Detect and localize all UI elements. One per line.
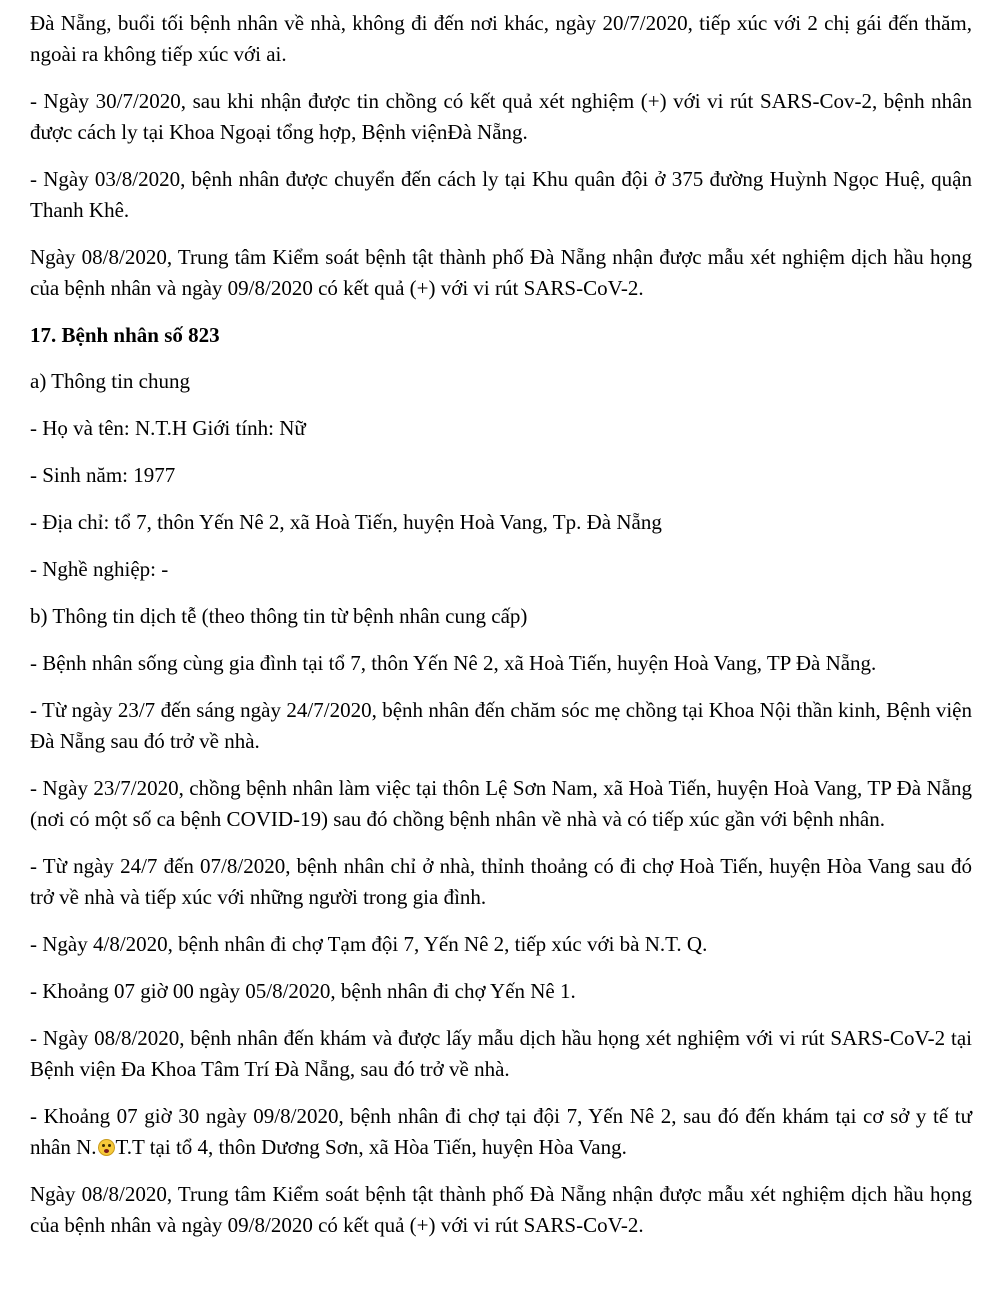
document-page	[30, 8, 972, 1257]
epi-item: - Khoảng 07 giờ 00 ngày 05/8/2020, bệnh nhân đi chợ Yến Nê 1.	[30, 979, 576, 1003]
epi-item-last-before: - Khoảng 07 giờ 30 ngày 09/8/2020, bệnh nhân đi chợ tại đội 7, Yến Nê 2, sau đó đến khám tại cơ sở y tế tư nhân N.	[30, 1104, 972, 1159]
patient-birth-line: - Sinh năm: 1977	[30, 463, 176, 487]
patient-heading: 17. Bệnh nhân số 823	[30, 323, 220, 347]
patient-name-line: - Họ và tên: N.T.H Giới tính: Nữ	[30, 416, 306, 440]
paragraph-closing: Ngày 08/8/2020, Trung tâm Kiểm soát bệnh tật thành phố Đà Nẵng nhận được mẫu xét nghiệm dịch hầu họng của bệnh nhân và ngày 09/8/2020 có kết quả (+) với vi rút SARS-CoV-2.	[30, 1182, 972, 1237]
paragraph-test-result: Ngày 08/8/2020, Trung tâm Kiểm soát bệnh tật thành phố Đà Nẵng nhận được mẫu xét nghiệm dịch hầu họng của bệnh nhân và ngày 09/8/2020 có kết quả (+) với vi rút SARS-CoV-2.	[30, 245, 972, 300]
epi-item: - Từ ngày 24/7 đến 07/8/2020, bệnh nhân chỉ ở nhà, thỉnh thoảng có đi chợ Hoà Tiến, huyện Hòa Vang sau đó trở về nhà và tiếp xúc với những người trong gia đình.	[30, 854, 972, 909]
paragraph-intro: Đà Nẵng, buổi tối bệnh nhân về nhà, không đi đến nơi khác, ngày 20/7/2020, tiếp xúc với 2 chị gái đến thăm, ngoài ra không tiếp xúc với ai.	[30, 11, 972, 66]
epi-item: - Ngày 08/8/2020, bệnh nhân đến khám và được lấy mẫu dịch hầu họng xét nghiệm với vi rút SARS-CoV-2 tại Bệnh viện Đa Khoa Tâm Trí Đà Nẵng, sau đó trở về nhà.	[30, 1026, 972, 1081]
section-b-title: b) Thông tin dịch tễ (theo thông tin từ bệnh nhân cung cấp)	[30, 604, 528, 628]
epi-item: - Bệnh nhân sống cùng gia đình tại tổ 7, thôn Yến Nê 2, xã Hoà Tiến, huyện Hoà Vang, TP Đà Nẵng.	[30, 651, 877, 675]
epi-item: - Ngày 23/7/2020, chồng bệnh nhân làm việc tại thôn Lệ Sơn Nam, xã Hoà Tiến, huyện Hoà Vang, TP Đà Nẵng (nơi có một số ca bệnh COVID-19) sau đó chồng bệnh nhân về nhà và có tiếp xúc gần với bệnh nhân.	[30, 776, 972, 831]
epi-item-last-after: T.T tại tổ 4, thôn Dương Sơn, xã Hòa Tiến, huyện Hòa Vang.	[115, 1135, 627, 1159]
epi-item: - Ngày 4/8/2020, bệnh nhân đi chợ Tạm đội 7, Yến Nê 2, tiếp xúc với bà N.T. Q.	[30, 932, 708, 956]
epi-item: - Từ ngày 23/7 đến sáng ngày 24/7/2020, bệnh nhân đến chăm sóc mẹ chồng tại Khoa Nội thần kinh, Bệnh viện Đà Nẵng sau đó trở về nhà.	[30, 698, 972, 753]
patient-address-line: - Địa chỉ: tổ 7, thôn Yến Nê 2, xã Hoà Tiến, huyện Hoà Vang, Tp. Đà Nẵng	[30, 510, 662, 534]
paragraph-transfer-military: - Ngày 03/8/2020, bệnh nhân được chuyển đến cách ly tại Khu quân đội ở 375 đường Huỳnh Ngọc Huệ, quận Thanh Khê.	[30, 167, 972, 222]
crying-face-emoji-icon	[98, 1139, 115, 1156]
patient-job-line: - Nghề nghiệp: -	[30, 557, 169, 581]
paragraph-isolation-surgery: - Ngày 30/7/2020, sau khi nhận được tin chồng có kết quả xét nghiệm (+) với vi rút SARS-Cov-2, bệnh nhân được cách ly tại Khoa Ngoại tổng hợp, Bệnh việnĐà Nẵng.	[30, 89, 972, 144]
section-a-title: a) Thông tin chung	[30, 369, 191, 393]
epi-item-last	[30, 1101, 972, 1163]
